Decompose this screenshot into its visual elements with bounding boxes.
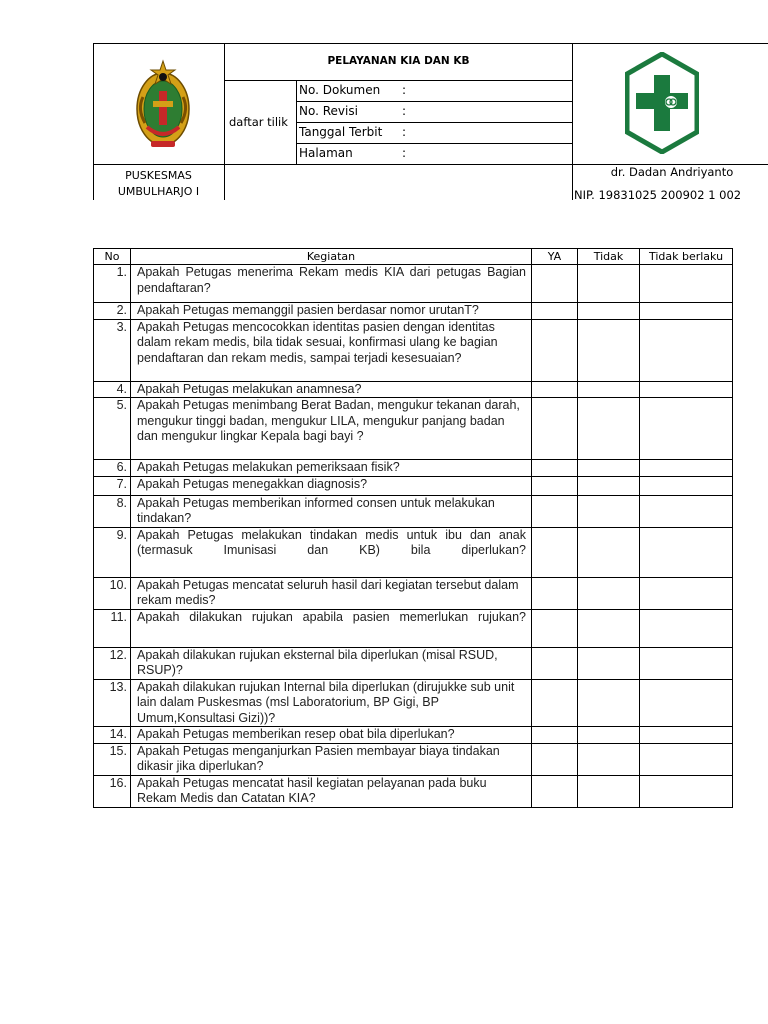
table-row [94,319,733,381]
row-number: 2. [94,303,131,320]
ya-cell[interactable] [532,609,578,647]
tidak-berlaku-cell[interactable] [640,319,733,381]
tidak-cell[interactable] [578,398,640,460]
doc-type-label: daftar tilik [229,115,288,129]
tidak-cell[interactable] [578,775,640,807]
table-row [94,495,733,527]
tidak-cell[interactable] [578,495,640,527]
tidak-cell[interactable] [578,647,640,679]
activity-text: Apakah dilakukan rujukan eksternal bila diperlukan (misal RSUD, RSUP)? [131,647,532,679]
tidak-berlaku-cell[interactable] [640,381,733,398]
ya-cell[interactable] [532,265,578,303]
ya-cell[interactable] [532,727,578,744]
signer-name: dr. Dadan Andriyanto [610,165,734,179]
row-number: 5. [94,398,131,460]
field-row-line [296,122,573,123]
tidak-cell[interactable] [578,381,640,398]
activity-text: Apakah Petugas melakukan tindakan medis untuk ibu dan anak (termasuk Imunisasi dan KB) bila diperlukan? [131,527,532,577]
tidak-cell[interactable] [578,679,640,727]
activity-text: Apakah dilakukan rujukan apabila pasien memerlukan rujukan? [131,609,532,647]
table-row [94,265,733,303]
table-row [94,775,733,807]
tidak-berlaku-cell[interactable] [640,743,733,775]
field-sep: : [402,83,407,97]
ya-cell[interactable] [532,527,578,577]
column-header-no: No [94,249,131,265]
field-sep: : [402,125,407,139]
field-row-line [296,143,573,144]
row-number: 16. [94,775,131,807]
tidak-cell[interactable] [578,265,640,303]
row-number: 4. [94,381,131,398]
activity-text: Apakah Petugas menganjurkan Pasien membayar biaya tindakan dikasir jika diperlukan? [131,743,532,775]
field-label-no-revisi: No. Revisi [299,104,358,118]
document-header [93,43,768,200]
column-header-ya: YA [532,249,578,265]
activity-text: Apakah Petugas mencatat hasil kegiatan pelayanan pada buku Rekam Medis dan Catatan KIA? [131,775,532,807]
field-label-halaman: Halaman [299,146,353,160]
activity-text: Apakah Petugas melakukan pemeriksaan fisik? [131,460,532,477]
tidak-cell[interactable] [578,476,640,495]
ya-cell[interactable] [532,647,578,679]
institution-name: PUSKESMAS [125,169,192,182]
institution-unit: UMBULHARJO I [117,185,200,198]
city-emblem-icon [133,57,193,153]
row-number: 10. [94,577,131,609]
tidak-cell[interactable] [578,460,640,477]
tidak-berlaku-cell[interactable] [640,527,733,577]
tidak-berlaku-cell[interactable] [640,495,733,527]
ya-cell[interactable] [532,743,578,775]
row-number: 6. [94,460,131,477]
tidak-berlaku-cell[interactable] [640,460,733,477]
tidak-cell[interactable] [578,743,640,775]
activity-text: Apakah Petugas memberikan resep obat bila diperlukan? [131,727,532,744]
table-header-row [94,249,733,265]
table-row [94,398,733,460]
row-number: 1. [94,265,131,303]
table-row [94,679,733,727]
table-row [94,476,733,495]
ya-cell[interactable] [532,303,578,320]
ya-cell[interactable] [532,476,578,495]
tidak-berlaku-cell[interactable] [640,609,733,647]
tidak-cell[interactable] [578,577,640,609]
tidak-berlaku-cell[interactable] [640,265,733,303]
ya-cell[interactable] [532,679,578,727]
header-border-top [93,43,768,44]
row-number: 9. [94,527,131,577]
tidak-cell[interactable] [578,319,640,381]
row-number: 8. [94,495,131,527]
activity-text: Apakah Petugas menerima Rekam medis KIA dari petugas Bagian pendaftaran? [131,265,532,303]
tidak-berlaku-cell[interactable] [640,775,733,807]
table-row [94,743,733,775]
ya-cell[interactable] [532,495,578,527]
tidak-berlaku-cell[interactable] [640,398,733,460]
signer-nip: NIP. 19831025 200902 1 002 [574,188,742,202]
tidak-berlaku-cell[interactable] [640,476,733,495]
field-label-no-dokumen: No. Dokumen [299,83,381,97]
table-row [94,460,733,477]
activity-text: Apakah Petugas menegakkan diagnosis? [131,476,532,495]
field-sep: : [402,104,407,118]
column-header-tidak: Tidak [578,249,640,265]
row-number: 15. [94,743,131,775]
checklist-table [93,248,733,808]
row-number: 11. [94,609,131,647]
ya-cell[interactable] [532,398,578,460]
table-row [94,647,733,679]
activity-text: Apakah Petugas mencocokkan identitas pasien dengan identitas dalam rekam medis, bila tidak sesuai, konfirmasi ulang ke bagian pendaftaran dan rekam medis, sampai terjadi kesesuaian? [131,319,532,381]
tidak-berlaku-cell[interactable] [640,647,733,679]
row-number: 3. [94,319,131,381]
field-label-tanggal-terbit: Tanggal Terbit [299,125,383,139]
tidak-berlaku-cell[interactable] [640,679,733,727]
table-row [94,381,733,398]
table-row [94,577,733,609]
tidak-berlaku-cell[interactable] [640,727,733,744]
title-underline [224,80,573,81]
activity-text: Apakah Petugas menimbang Berat Badan, mengukur tekanan darah, mengukur tinggi badan, mengukur LILA, mengukur panjang badan dan mengukur lingkar Kepala bagi bayi ? [131,398,532,460]
tidak-cell[interactable] [578,303,640,320]
table-row [94,727,733,744]
row-number: 7. [94,476,131,495]
table-row [94,527,733,577]
document-title: PELAYANAN KIA DAN KB [327,55,470,67]
column-header-kegiatan: Kegiatan [131,249,532,265]
row-number: 13. [94,679,131,727]
tidak-berlaku-cell[interactable] [640,303,733,320]
tidak-berlaku-cell[interactable] [640,577,733,609]
row-number: 14. [94,727,131,744]
ya-cell[interactable] [532,319,578,381]
activity-text: Apakah Petugas memberikan informed consen untuk melakukan tindakan? [131,495,532,527]
puskesmas-logo-icon [625,52,699,154]
table-row [94,303,733,320]
field-row-line [296,101,573,102]
row-number: 12. [94,647,131,679]
tidak-cell[interactable] [578,527,640,577]
ya-cell[interactable] [532,775,578,807]
activity-text: Apakah Petugas mencatat seluruh hasil dari kegiatan tersebut dalam rekam medis? [131,577,532,609]
activity-text: Apakah Petugas memanggil pasien berdasar nomor urutanT? [131,303,532,320]
activity-text: Apakah dilakukan rujukan Internal bila diperlukan (dirujukke sub unit lain dalam Puskesmas (msl Laboratorium, BP Gigi, BP Umum,Konsultasi Gizi))? [131,679,532,727]
ya-cell[interactable] [532,577,578,609]
table-row [94,609,733,647]
column-header-tidak-berlaku: Tidak berlaku [640,249,733,265]
tidak-cell[interactable] [578,609,640,647]
tidak-cell[interactable] [578,727,640,744]
ya-cell[interactable] [532,460,578,477]
field-sep: : [402,146,407,160]
ya-cell[interactable] [532,381,578,398]
activity-text: Apakah Petugas melakukan anamnesa? [131,381,532,398]
